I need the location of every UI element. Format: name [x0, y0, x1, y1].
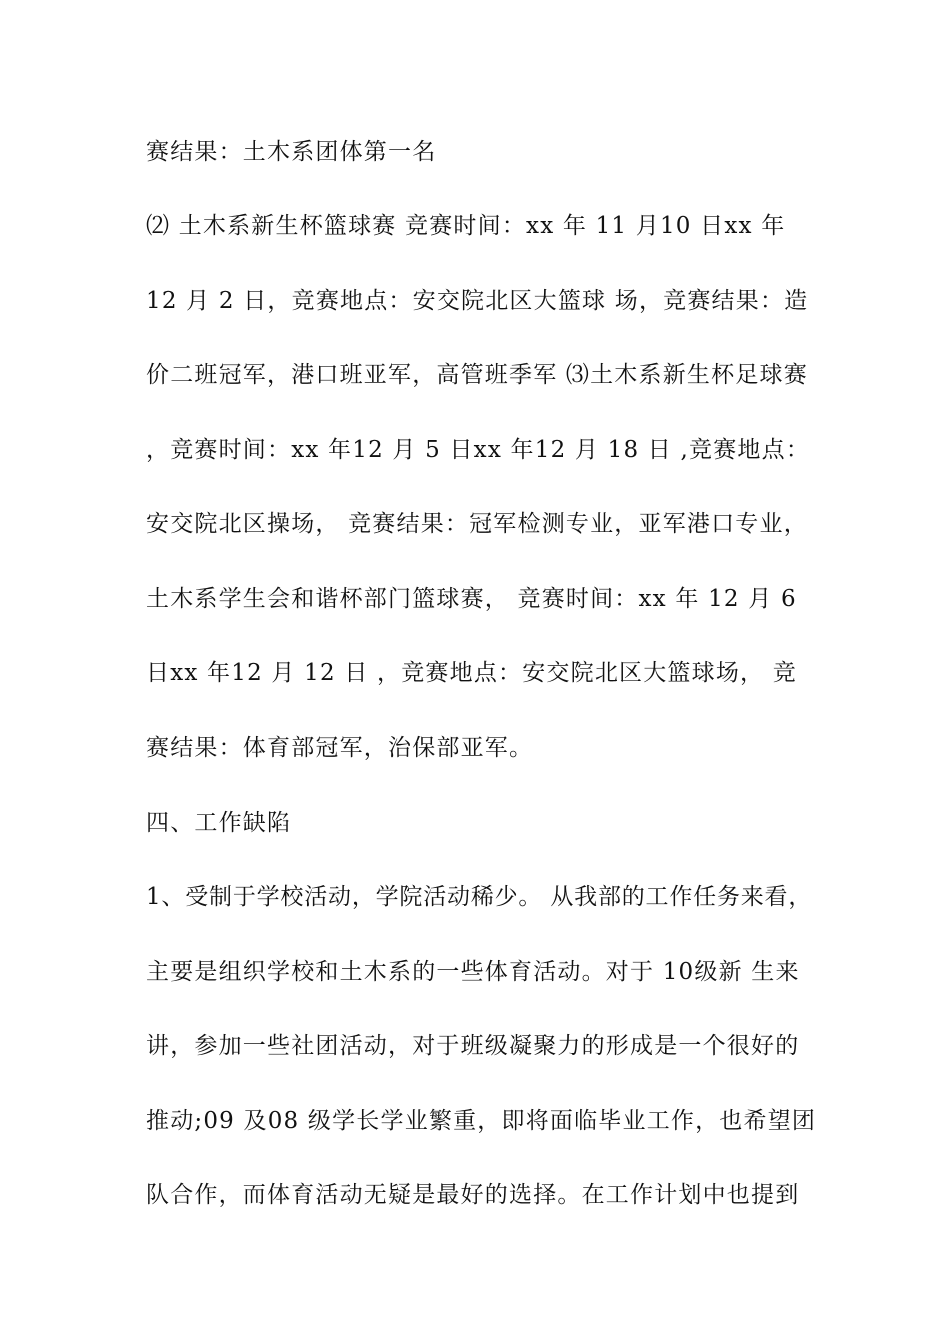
text-line: 队合作，而体育活动无疑是最好的选择。在工作计划中也提到: [146, 1182, 800, 1208]
text-line: 1、受制于学校活动，学院活动稀少。 从我部的工作任务来看，: [146, 884, 813, 910]
text-line: 土木系学生会和谐杯部门篮球赛， 竞赛时间：xx 年 12 月 6: [146, 586, 797, 612]
section-heading: 四、工作缺陷: [146, 810, 292, 836]
text-line: 推动;09 及08 级学长学业繁重，即将面临毕业工作，也希望团: [146, 1108, 817, 1134]
text-line: 安交院北区操场， 竞赛结果：冠军检测专业，亚军港口专业，: [146, 511, 808, 537]
text-line: 价二班冠军，港口班亚军，高管班季军 ⑶土木系新生杯足球赛: [146, 362, 808, 388]
text-line: 讲，参加一些社团活动，对于班级凝聚力的形成是一个很好的: [146, 1033, 800, 1059]
text-line: 赛结果：体育部冠军，治保部亚军。: [146, 735, 534, 761]
text-line: 赛结果：土木系团体第一名: [146, 139, 437, 165]
text-line: ⑵ 土木系新生杯篮球赛 竞赛时间：xx 年 11 月10 日xx 年: [146, 213, 786, 239]
text-line: ，竞赛时间：xx 年12 月 5 日xx 年12 月 18 日 ,竞赛地点：: [146, 437, 811, 463]
text-line: 12 月 2 日，竞赛地点：安交院北区大篮球 场，竞赛结果：造: [146, 288, 809, 314]
text-line: 主要是组织学校和土木系的一些体育活动。对于 10级新 生来: [146, 959, 800, 985]
text-line: 日xx 年12 月 12 日 ，竞赛地点：安交院北区大篮球场， 竞: [146, 660, 797, 686]
